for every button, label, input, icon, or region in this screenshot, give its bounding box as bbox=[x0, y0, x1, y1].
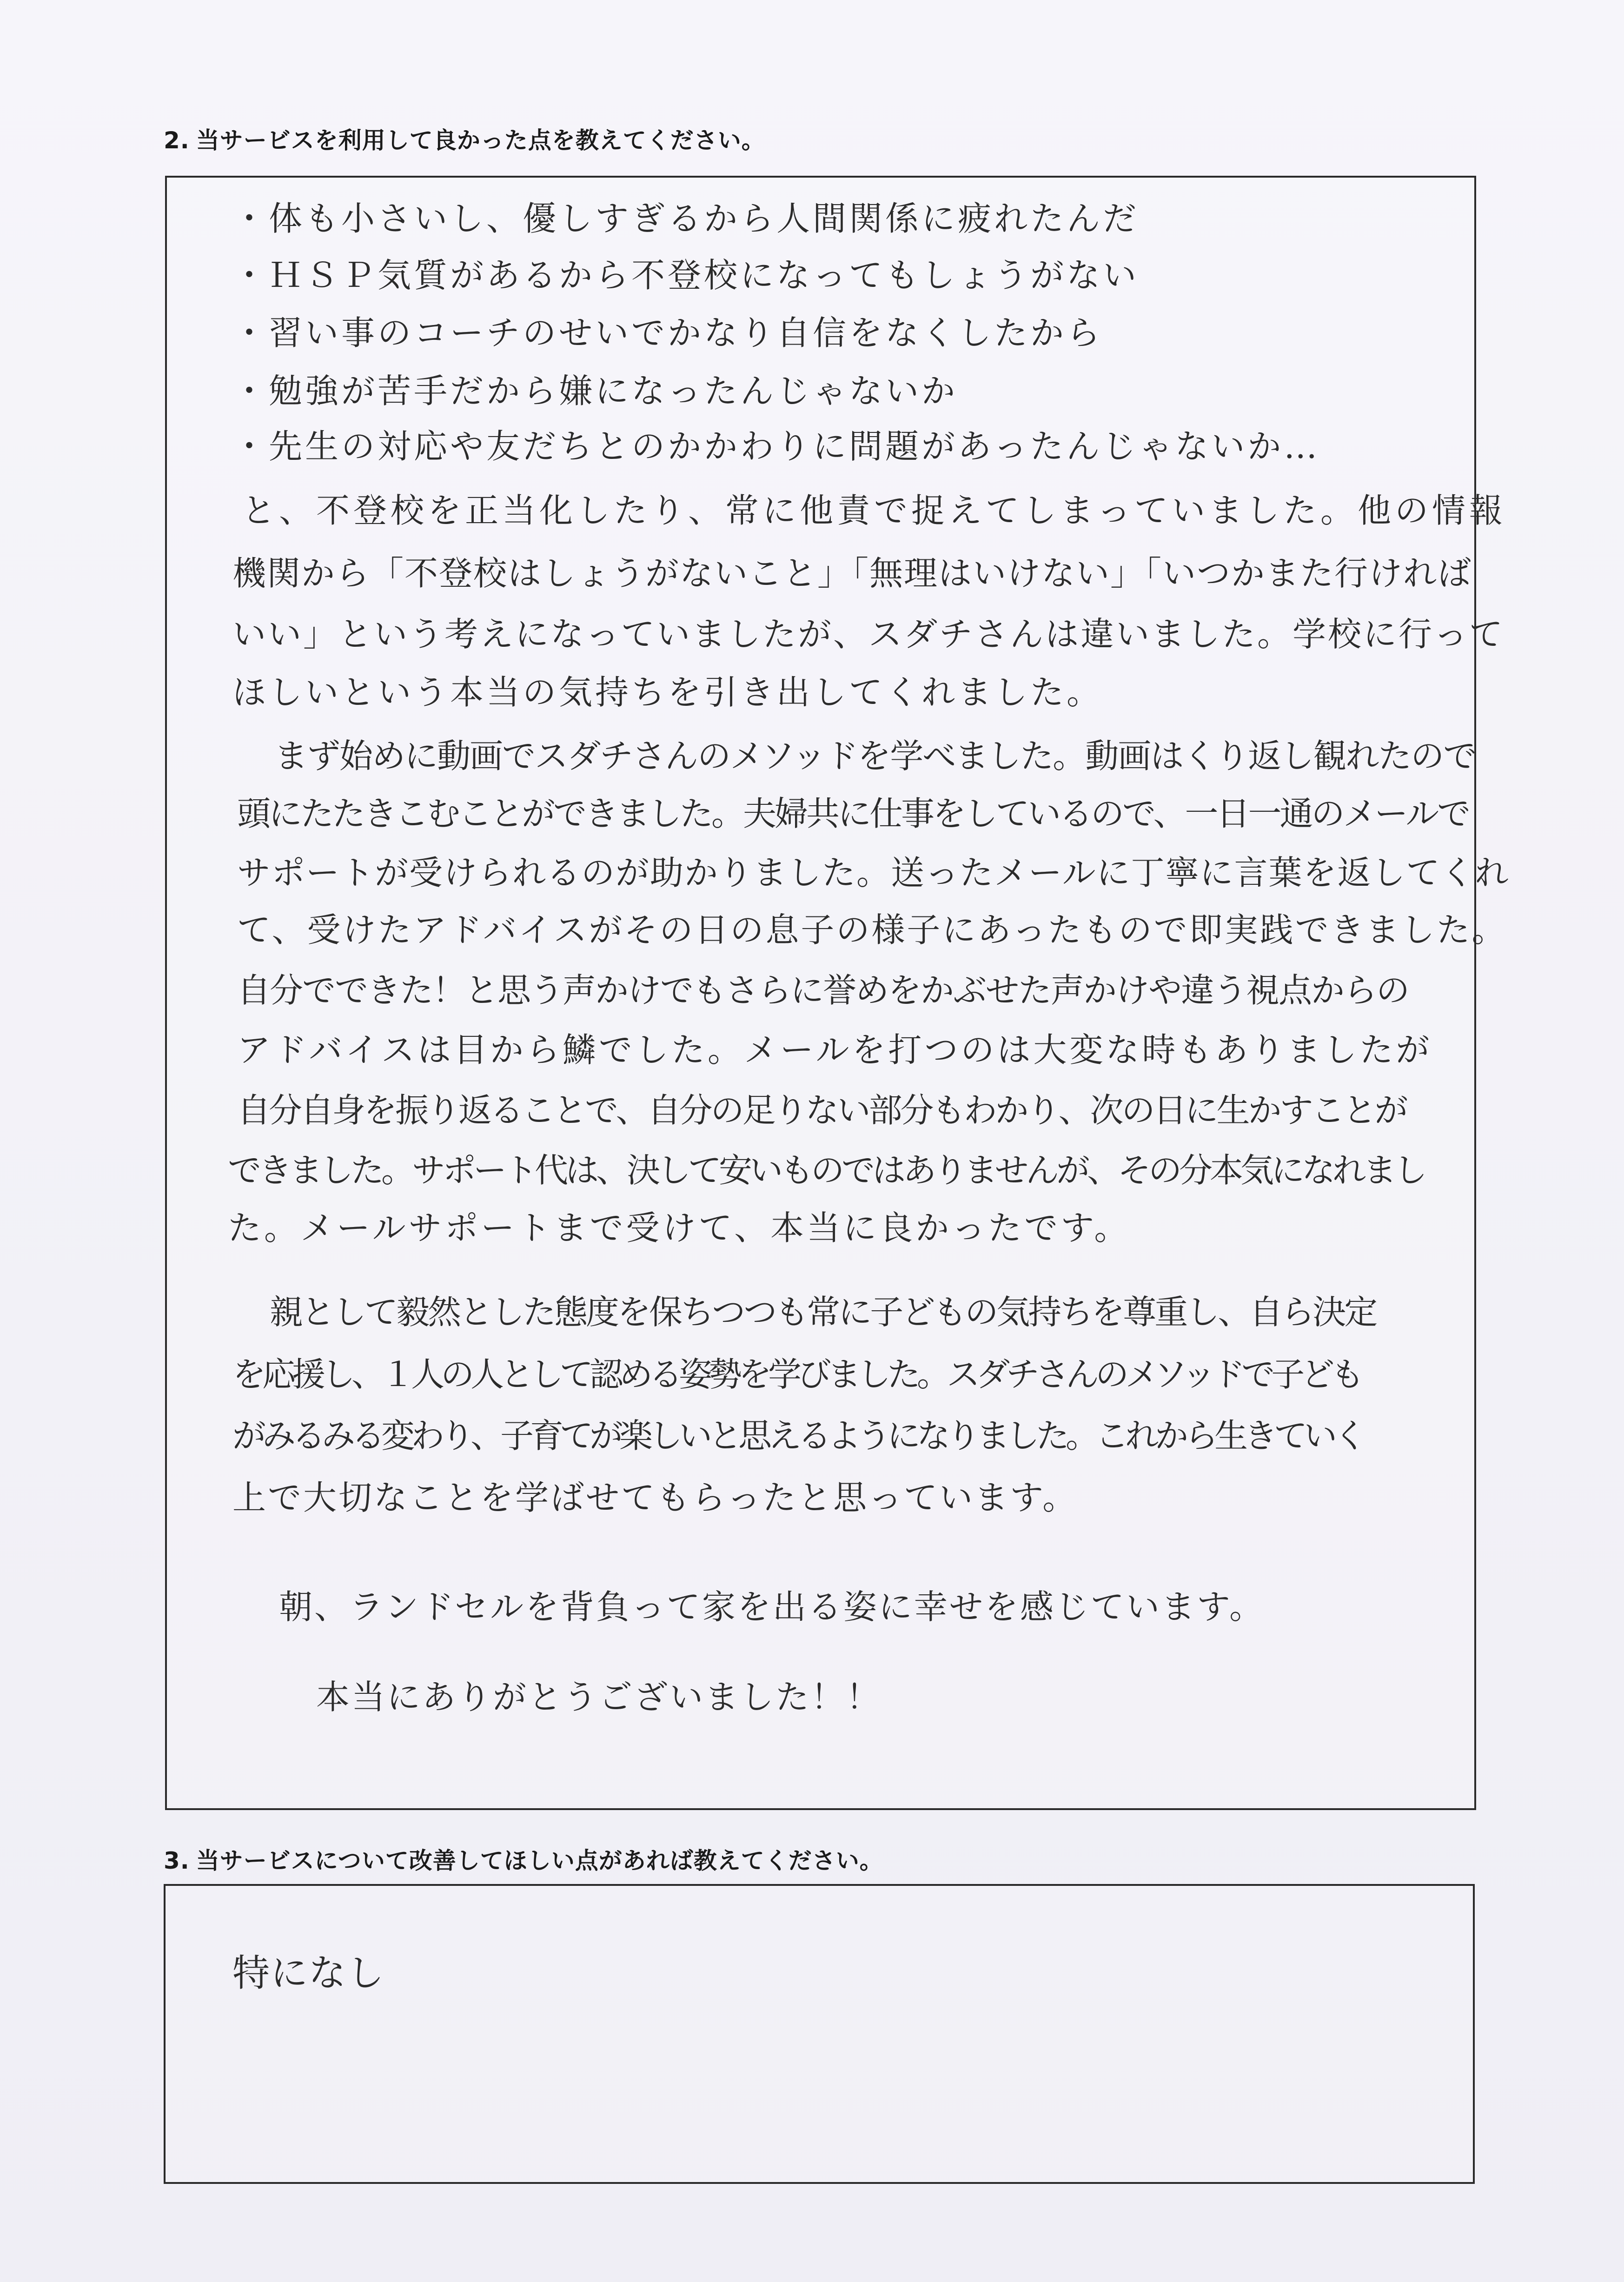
question-3-heading bbox=[164, 1842, 883, 1876]
answer-line: 機関から「不登校はしょうがないこと」「無理はいけない」「いつかまた行ければ bbox=[232, 554, 1472, 593]
answer-line: 自分自身を振り返ることで、自分の足りない部分もわかり、次の日に生かすことが bbox=[237, 1091, 1406, 1130]
question-3-number: 3. bbox=[164, 1847, 190, 1874]
answer-line: 特になし bbox=[232, 1951, 385, 1995]
question-3-answer-box bbox=[164, 1884, 1475, 2184]
answer-line: た。メールサポートまで受けて、本当に良かったです。 bbox=[228, 1208, 1131, 1247]
question-2-heading bbox=[164, 122, 765, 155]
question-3-title: 当サービスについて改善してほしい点があれば教えてください。 bbox=[196, 1847, 883, 1874]
answer-line: 朝、ランドセルを背負って家を出る姿に幸せを感じています。 bbox=[279, 1587, 1265, 1626]
answer-line: 自分でできた！と思う声かけでもさらに誉めをかぶせた声かけや違う視点からの bbox=[237, 971, 1409, 1010]
answer-line: て、受けたアドバイスがその日の息子の様子にあったもので即実践できました。 bbox=[237, 910, 1507, 949]
answer-line: ・体も小さいし、優しすぎるから人間関係に疲れたんだ bbox=[232, 199, 1140, 238]
answer-line: ・勉強が苦手だから嫌になったんじゃないか bbox=[232, 371, 958, 411]
answer-line: ほしいという本当の気持ちを引き出してくれました。 bbox=[232, 673, 1103, 712]
answer-line: 上で大切なことを学ばせてもらったと思っています。 bbox=[232, 1478, 1078, 1517]
question-2-title: 当サービスを利用して良かった点を教えてください。 bbox=[196, 127, 765, 154]
answer-line: 本当にありがとうございました！！ bbox=[316, 1678, 882, 1717]
answer-line: 親として毅然とした態度を保ちつつも常に子どもの気持ちを尊重し、自ら決定 bbox=[270, 1293, 1376, 1332]
answer-line: 頭にたたきこむことができました。夫婦共に仕事をしているので、一日一通のメールで bbox=[237, 794, 1469, 833]
answer-line: ・ＨＳＰ気質があるから不登校になってもしょうがない bbox=[232, 256, 1140, 295]
answer-line: できました。サポート代は、決して安いものではありませんが、その分本気になれまし bbox=[228, 1151, 1425, 1190]
answer-line: まず始めに動画でスダチさんのメソッドを学べました。動画はくり返し観れたので bbox=[274, 736, 1476, 776]
answer-line: いい」という考えになっていましたが、スダチさんは違いました。学校に行って bbox=[232, 615, 1505, 654]
answer-line: ・習い事のコーチのせいでかなり自信をなくしたから bbox=[232, 313, 1103, 352]
answer-line: ・先生の対応や友だちとのかかわりに問題があったんじゃないか… bbox=[232, 427, 1320, 466]
answer-line: アドバイスは目から鱗でした。メールを打つのは大変な時もありましたが bbox=[237, 1030, 1432, 1069]
answer-line: サポートが受けられるのが助かりました。送ったメールに丁寧に言葉を返してくれ bbox=[237, 853, 1510, 892]
answer-line: と、不登校を正当化したり、常に他責で捉えてしまっていました。他の情報 bbox=[242, 491, 1507, 530]
question-2-number: 2. bbox=[164, 127, 190, 154]
answer-line: を応援し、１人の人として認める姿勢を学びました。スダチさんのメソッドで子ども bbox=[232, 1355, 1361, 1394]
answer-line: がみるみる変わり、子育てが楽しいと思えるようになりました。これから生きていく bbox=[232, 1416, 1364, 1455]
